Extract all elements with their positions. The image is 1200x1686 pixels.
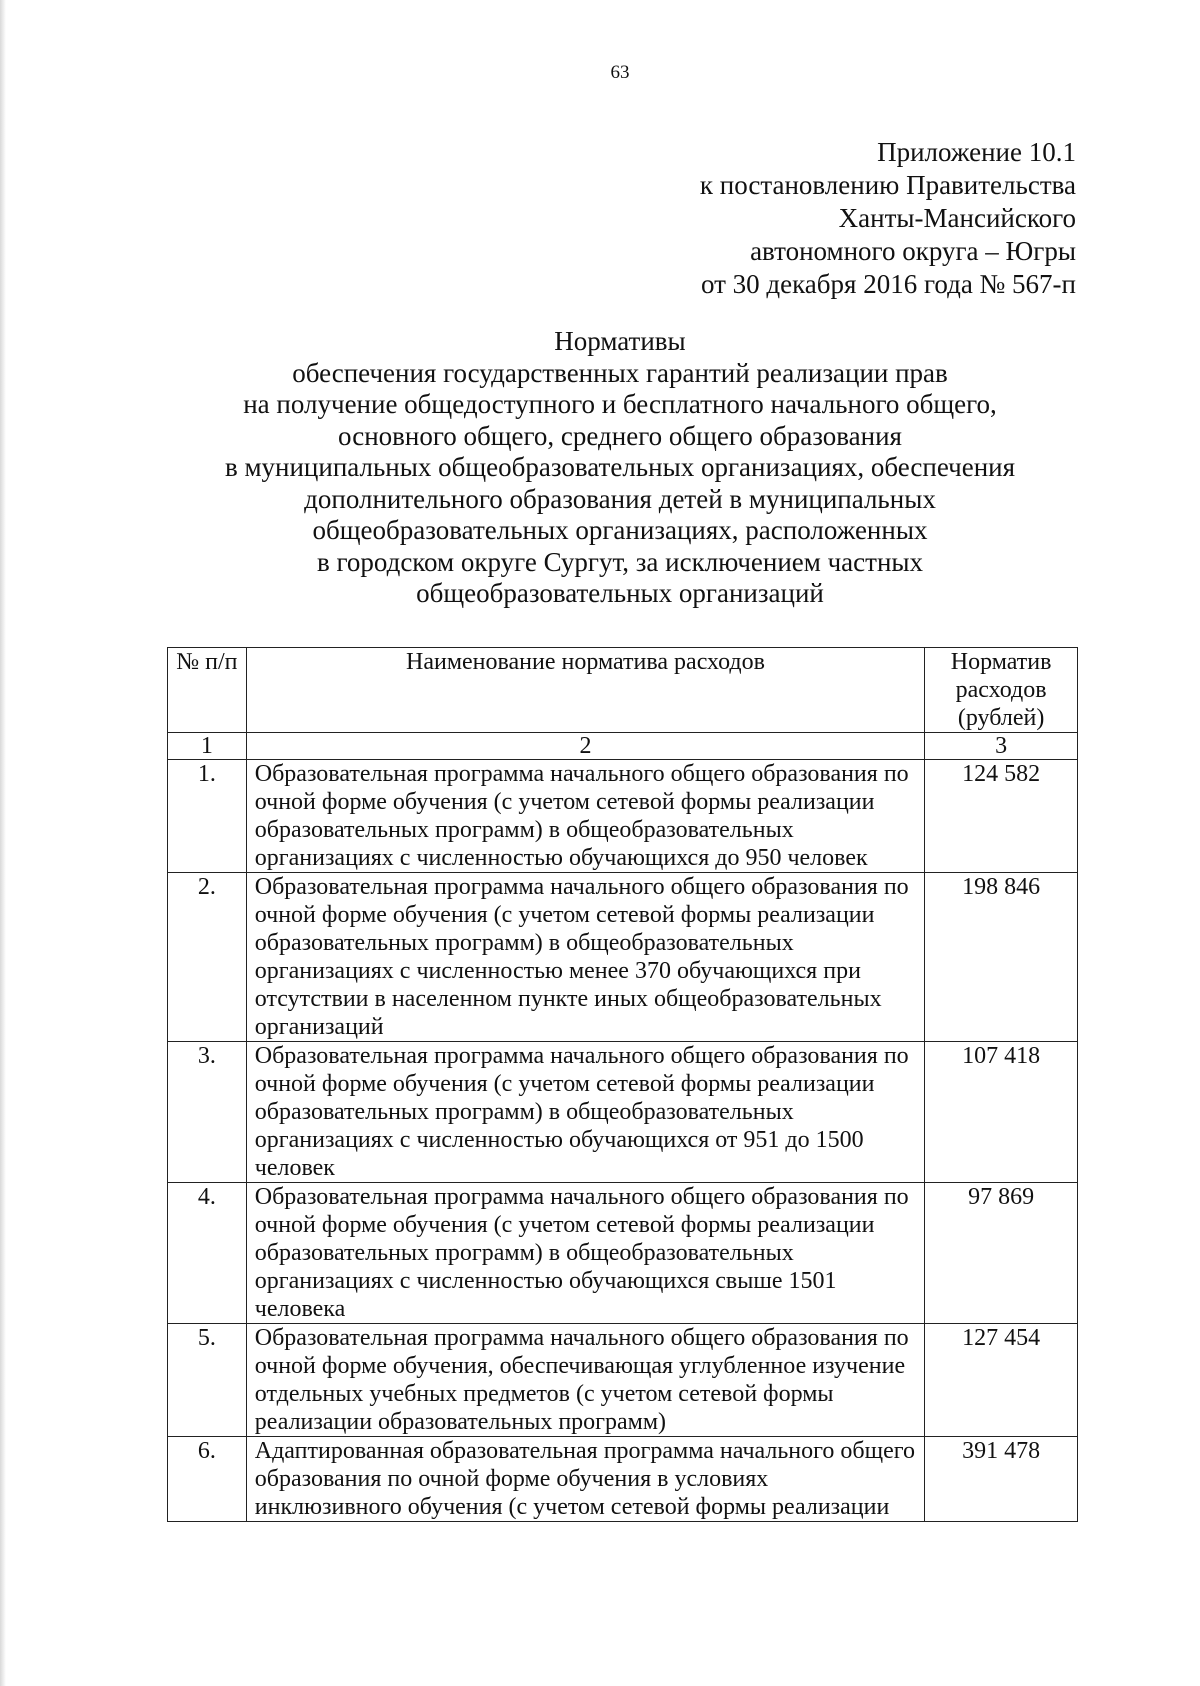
appendix-reference: [700, 136, 1076, 301]
row-value: 97 869: [925, 1183, 1078, 1324]
title-line: общеобразовательных организаций: [416, 578, 824, 608]
header-num: № п/п: [168, 648, 247, 733]
title-line: основного общего, среднего общего образования: [338, 420, 902, 451]
table-numbering-row: [168, 733, 1078, 760]
column-number: 2: [246, 733, 924, 760]
table-row: [168, 1437, 1078, 1522]
header-value: Норматив расходов (рублей): [925, 648, 1078, 733]
title-line: в муниципальных общеобразовательных организациях, обеспечения: [224, 452, 1016, 482]
row-number: 2.: [168, 873, 247, 1042]
row-number: 6.: [168, 1437, 247, 1522]
row-number: 3.: [168, 1042, 247, 1183]
row-number: 4.: [168, 1183, 247, 1324]
scan-edge-shadow: [0, 0, 6, 1686]
row-name: Образовательная программа начального общего образования по очной форме обучения (с учетом сетевой формы реализации образовательных программ) в общеобразовательных организациях с численностью обучающихся от 951 до 1500 человек: [246, 1042, 924, 1183]
norms-table: [167, 647, 1078, 1522]
row-name: Образовательная программа начального общего образования по очной форме обучения (с учетом сетевой формы реализации образовательных программ) в общеобразовательных организациях с численностью обучающихся до 950 человек: [246, 760, 924, 873]
table-header-row: [168, 648, 1078, 733]
column-number: 1: [168, 733, 247, 760]
row-name: Образовательная программа начального общего образования по очной форме обучения (с учетом сетевой формы реализации образовательных программ) в общеобразовательных организациях с численностью обучающихся свыше 1501 человека: [246, 1183, 924, 1324]
header-name: Наименование норматива расходов: [246, 648, 924, 733]
document-title: [160, 326, 1080, 610]
row-number: 5.: [168, 1324, 247, 1437]
table-row: [168, 760, 1078, 873]
row-value: 127 454: [925, 1324, 1078, 1437]
row-name: Адаптированная образовательная программа начального общего образования по очной форме обучения в условиях инклюзивного обучения (с учетом сетевой формы реализации: [246, 1437, 924, 1522]
table-row: [168, 1042, 1078, 1183]
appendix-line: Приложение 10.1: [877, 137, 1076, 167]
appendix-line: автономного округа – Югры: [750, 236, 1076, 266]
table-row: [168, 1324, 1078, 1437]
row-number: 1.: [168, 760, 247, 873]
column-number: 3: [925, 733, 1078, 760]
page-number: 63: [610, 62, 630, 83]
title-line: общеобразовательных организациях, расположенных: [312, 515, 928, 545]
table-row: [168, 1183, 1078, 1324]
row-value: 198 846: [925, 873, 1078, 1042]
row-value: 107 418: [925, 1042, 1078, 1183]
row-value: 391 478: [925, 1437, 1078, 1522]
row-name: Образовательная программа начального общего образования по очной форме обучения, обеспечивающая углубленное изучение отдельных учебных предметов (с учетом сетевой формы реализации образовательных программ): [246, 1324, 924, 1437]
table-row: [168, 873, 1078, 1042]
title-line: на получение общедоступного и бесплатного начального общего,: [243, 389, 997, 419]
row-name: Образовательная программа начального общего образования по очной форме обучения (с учетом сетевой формы реализации образовательных программ) в общеобразовательных организациях с численностью менее 370 обучающихся при отсутствии в населенном пункте иных общеобразовательных организаций: [246, 873, 924, 1042]
title-line: в городском округе Сургут, за исключением частных: [316, 546, 924, 577]
title-heading: Нормативы: [554, 326, 686, 356]
title-line: обеспечения государственных гарантий реализации прав: [292, 357, 948, 388]
row-value: 124 582: [925, 760, 1078, 873]
appendix-line: от 30 декабря 2016 года № 567-п: [700, 269, 1076, 299]
appendix-line: к постановлению Правительства: [699, 170, 1076, 200]
title-line: дополнительного образования детей в муниципальных: [304, 483, 936, 514]
appendix-line: Ханты-Мансийского: [838, 203, 1076, 233]
